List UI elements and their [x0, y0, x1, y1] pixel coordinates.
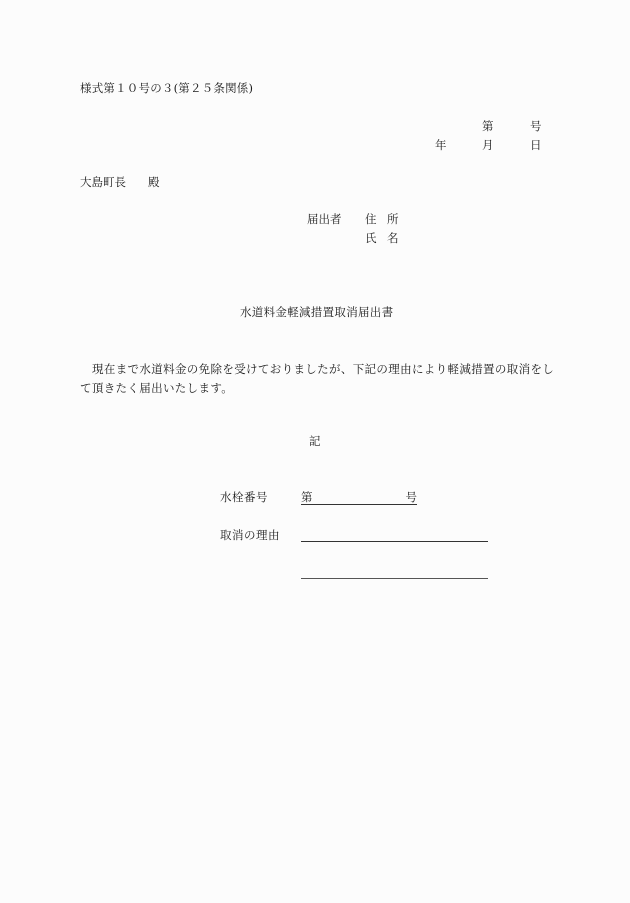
reason-input-line-2[interactable]: [301, 564, 488, 579]
form-number: 様式第１０号の３(第２５条関係): [80, 81, 254, 95]
address-label-char-1: 住: [365, 212, 377, 226]
date-month-label: 月: [482, 138, 494, 152]
name-label-char-2: 名: [387, 231, 399, 245]
name-label: [365, 231, 409, 245]
reason-input-line-1[interactable]: [301, 527, 488, 542]
meter-number-label: 水栓番号: [220, 490, 268, 504]
document-number-prefix: 第: [482, 119, 494, 133]
addressee-name: 大島町長: [80, 175, 126, 189]
addressee-honorific: 殿: [148, 175, 160, 189]
ki-heading: 記: [309, 434, 321, 448]
date-year-label: 年: [435, 138, 447, 152]
document-title: 水道料金軽減措置取消届出書: [240, 305, 394, 319]
name-label-char-1: 氏: [365, 231, 377, 245]
meter-number-suffix: 号: [405, 490, 417, 504]
meter-number-input[interactable]: [317, 490, 401, 504]
date-day-label: 日: [530, 138, 542, 152]
reason-label: 取消の理由: [220, 528, 280, 542]
body-paragraph: 現在まで水道料金の免除を受けておりましたが、下記の理由により軽減措置の取消をして頂きたく届出いたします。: [80, 362, 555, 395]
meter-number-field: [301, 490, 417, 505]
meter-number-prefix: 第: [301, 490, 313, 504]
address-label: [365, 212, 409, 226]
submitter-label: 届出者: [307, 212, 342, 226]
address-label-char-2: 所: [387, 212, 399, 226]
document-number-suffix: 号: [530, 119, 542, 133]
